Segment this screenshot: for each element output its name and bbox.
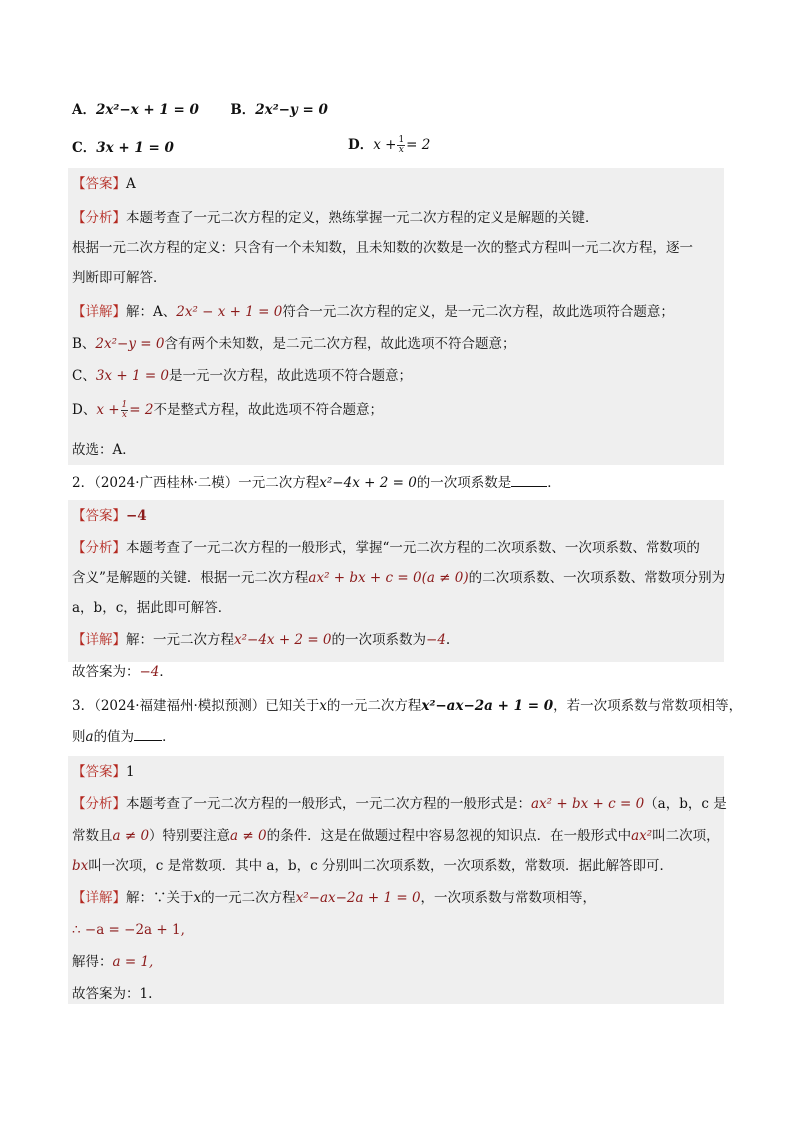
option-c — [72, 138, 174, 158]
q2-stem-expr: x²−4x + 2 = 0 — [319, 475, 417, 491]
q2-analysis-2-pre: 含义”是解题的关键．根据一元二次方程 — [72, 570, 309, 586]
q2-analysis-line-2 — [72, 568, 725, 588]
q1-detail-tag: 【详解】 — [72, 304, 126, 320]
q1-detail-d-lead: x + — [96, 402, 120, 418]
q1-detail-c-post: 是一元一次方程，故此选项不符合题意； — [169, 368, 413, 384]
q3-analysis-1-expr: ax² + bx + c = 0 — [531, 796, 645, 812]
q1-detail-a-expr: 2x² − x + 1 = 0 — [176, 304, 283, 320]
option-c-label: C． — [72, 140, 97, 156]
q1-answer-value: A — [126, 176, 136, 192]
q1-analysis-line-2: 根据一元二次方程的定义：只含有一个未知数，且未知数的次数是一次的整式方程叫一元二次方程，逐一 — [72, 240, 693, 256]
q3-answer-value: 1 — [126, 764, 135, 780]
q1-conclusion: 故选：A． — [72, 442, 136, 458]
q2-analysis-line-3: a，b，c，据此即可解答． — [72, 600, 232, 616]
q3-stem-line-1 — [72, 696, 742, 716]
q1-detail-d — [72, 400, 383, 420]
q3-analysis-1-pre: 本题考查了一元二次方程的一般形式，一元二次方程的一般形式是： — [126, 796, 531, 812]
q3-stem1-expr: x²−ax−2a + 1 = 0 — [421, 698, 554, 714]
q3-stem1-mid: 的一元二次方程 — [326, 698, 422, 714]
option-d — [348, 135, 430, 155]
q2-answer-value: −4 — [126, 508, 147, 524]
q2-detail-expr: x²−4x + 2 = 0 — [234, 632, 332, 648]
q2-detail-tag: 【详解】 — [72, 632, 126, 648]
option-a-expr: 2x²−x + 1 = 0 — [95, 102, 199, 118]
q3-detail-1-mid: 的一元二次方程 — [201, 890, 296, 906]
q1-detail-b-pre: B、 — [72, 336, 96, 352]
q2-stem-post: 的一次项系数是 — [416, 475, 512, 491]
q2-detail-end: . — [445, 632, 451, 648]
q2-answer-blank — [511, 472, 547, 487]
q2-answer-tag: 【答案】 — [72, 508, 126, 524]
q3-detail-2-expr: ∴ −a = −2a + 1, — [72, 922, 185, 938]
q1-detail-d-tail: = 2 — [129, 402, 154, 418]
q3-stem-line-2 — [72, 726, 176, 747]
q1-detail-a-pre: 解：A、 — [126, 304, 177, 320]
q3-stem1-post: ，若一次项系数与常数项相等， — [553, 698, 743, 714]
q1-detail-b-expr: 2x²−y = 0 — [95, 336, 165, 352]
q1-answer — [72, 174, 136, 194]
q1-detail-b — [72, 334, 515, 354]
q2-analysis-2-post: 的二次项系数、一次项系数、常数项分别为 — [468, 570, 726, 586]
q3-detail-2 — [72, 920, 185, 940]
q2-analysis-line-1 — [72, 538, 700, 558]
option-d-label: D． — [348, 137, 374, 153]
q2-stem-end: ． — [547, 475, 561, 491]
q3-analysis-3-post: 叫一次项，c 是常数项．其中 a，b，c 分别叫二次项系数，一次项系数，常数项．据此解答即可． — [88, 858, 673, 874]
q3-analysis-2-post: 的条件．这是在做题过程中容易忽视的知识点．在一般形式中 — [266, 828, 632, 844]
q3-stem1-pre: 3．（2024·福建福州·模拟预测）已知关于 — [72, 698, 320, 714]
q1-answer-tag: 【答案】 — [72, 176, 126, 192]
q2-conclusion-pre: 故答案为： — [72, 664, 140, 680]
q3-detail-1-pre: 解：∵关于 — [126, 890, 194, 906]
q1-detail-d-pre: D、 — [72, 402, 97, 418]
q3-detail-1 — [72, 888, 596, 908]
q3-conclusion: 故答案为：1. — [72, 986, 153, 1002]
option-c-expr: 3x + 1 = 0 — [96, 140, 174, 156]
q3-stem2-pre: 则 — [72, 729, 86, 745]
q3-detail-3 — [72, 952, 153, 972]
q2-detail-pre: 解：一元二次方程 — [126, 632, 234, 648]
option-a-label: A． — [72, 102, 96, 118]
option-d-frac-num: 1 — [398, 135, 405, 145]
q3-answer-tag: 【答案】 — [72, 764, 126, 780]
q2-analysis-2-expr: ax² + bx + c = 0(a ≠ 0) — [308, 570, 469, 586]
q3-detail-1-expr: x²−ax−2a + 1 = 0 — [295, 890, 421, 906]
q2-detail-val: −4 — [426, 632, 446, 648]
q3-analysis-2-expr3: ax² — [631, 828, 653, 844]
q3-detail-1-post: ，一次项系数与常数项相等， — [420, 890, 597, 906]
q1-analysis-tag: 【分析】 — [72, 210, 126, 226]
option-d-tail: = 2 — [406, 137, 431, 153]
q3-answer-blank — [134, 726, 162, 741]
q3-detail-1-var: x — [193, 890, 202, 906]
q2-detail — [72, 630, 450, 650]
q2-conclusion-val: −4 — [139, 664, 160, 680]
option-b-expr: 2x²−y = 0 — [255, 102, 328, 118]
q3-detail-3-pre: 解得： — [72, 954, 113, 970]
q1-detail-d-post: 不是整式方程，故此选项不符合题意； — [153, 402, 383, 418]
q1-detail-c-pre: C、 — [72, 368, 96, 384]
q2-conclusion — [72, 662, 173, 682]
q1-detail-d-frac-num: 1 — [121, 400, 128, 410]
q1-detail-a-post: 符合一元二次方程的定义，是一元二次方程，故此选项符合题意； — [282, 304, 674, 320]
option-row-ab — [72, 100, 328, 120]
q1-detail-c — [72, 366, 412, 386]
q1-detail-a — [72, 302, 674, 322]
option-d-lead: x + — [373, 137, 397, 153]
q3-analysis-1-post: （a，b，c 是 — [644, 796, 727, 812]
q3-stem2-var: a — [85, 729, 94, 745]
q1-analysis-text-1: 本题考查了一元二次方程的定义，熟练掌握一元二次方程的定义是解题的关键． — [126, 210, 599, 226]
q2-answer — [72, 506, 147, 526]
q1-detail-c-expr: 3x + 1 = 0 — [95, 368, 170, 384]
q2-stem — [72, 472, 561, 493]
q3-analysis-tag: 【分析】 — [72, 796, 126, 812]
q1-detail-b-post: 含有两个未知数，是二元二次方程，故此选项不符合题意； — [164, 336, 516, 352]
q3-analysis-line-1 — [72, 794, 727, 814]
q2-stem-pre: 2．（2024·广西桂林·二模）一元二次方程 — [72, 475, 320, 491]
q3-detail-tag: 【详解】 — [72, 890, 126, 906]
q3-stem2-post: 的值为 — [93, 729, 135, 745]
q2-analysis-text-1: 本题考查了一元二次方程的一般形式，掌握“一元二次方程的二次项系数、一次项系数、常数项的 — [126, 540, 700, 556]
q3-analysis-2-pre: 常数且 — [72, 828, 113, 844]
q3-analysis-line-3 — [72, 856, 673, 876]
q3-analysis-2-end: 叫二次项， — [652, 828, 720, 844]
option-b-label: B． — [230, 102, 256, 118]
q3-stem2-end: ． — [162, 729, 176, 745]
option-d-frac-den: x — [398, 145, 404, 155]
q3-analysis-3-expr: bx — [72, 858, 89, 874]
q3-analysis-line-2 — [72, 826, 720, 846]
q3-analysis-2-mid: ）特别要注意 — [149, 828, 231, 844]
q1-detail-d-frac-den: x — [121, 410, 127, 420]
q3-analysis-2-expr2: a ≠ 0 — [230, 828, 267, 844]
q1-analysis-line-3: 判断即可解答． — [72, 270, 167, 286]
q3-answer — [72, 762, 135, 782]
q2-conclusion-end: ． — [159, 664, 173, 680]
q1-analysis-line-1 — [72, 208, 599, 228]
q1-detail-d-fraction — [121, 401, 129, 420]
q2-analysis-tag: 【分析】 — [72, 540, 126, 556]
q3-stem1-var: x — [319, 698, 327, 714]
q3-analysis-2-expr1: a ≠ 0 — [112, 828, 150, 844]
q3-detail-3-expr: a = 1, — [112, 954, 154, 970]
q2-detail-mid: 的一次项系数为 — [331, 632, 427, 648]
option-d-fraction — [397, 136, 405, 155]
